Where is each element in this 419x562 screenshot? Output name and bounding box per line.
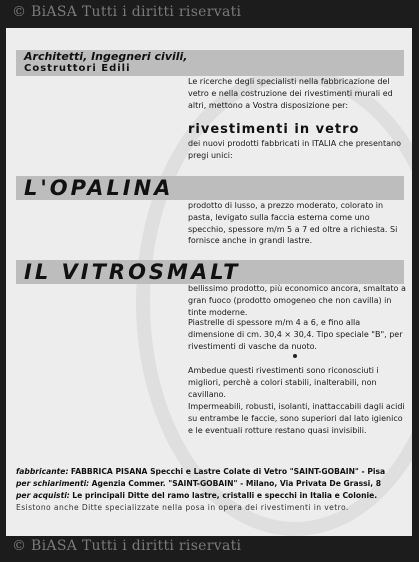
header-line1: Architetti, Ingegneri civili, bbox=[24, 50, 188, 63]
footer-chiar-label: per schiarimenti: bbox=[16, 479, 90, 488]
vitrosmalt-title: IL VITROSMALT bbox=[16, 260, 404, 284]
vitrosmalt-text2: Piastrelle di spessore m/m 4 a 6, e fino alla dimensione di cm. 30,4 × 30,4. Tipo speciale "B", per rivestimenti di vasche da nuoto. bbox=[188, 318, 403, 351]
footer bbox=[16, 466, 408, 514]
footer-fab-text: FABBRICA PISANA Specchi e Lastre Colate di Vetro "SAINT-GOBAIN" - Pisa bbox=[70, 467, 386, 476]
footer-schiarimenti bbox=[16, 478, 408, 490]
watermark-top: © BiASA Tutti i diritti riservati bbox=[12, 4, 242, 20]
footer-fabbricante bbox=[16, 466, 408, 478]
footer-acq-label: per acquisti: bbox=[16, 491, 70, 500]
watermark-bottom: © BiASA Tutti i diritti riservati bbox=[12, 538, 242, 554]
headline: rivestimenti in vetro bbox=[188, 122, 360, 137]
impermeabili-text: Impermeabili, robusti, isolanti, inattaccabili dagli acidi su entrambe le faccie, sono superiori dal lato igienico e le eventuali rotture restano quasi invisibili. bbox=[188, 402, 405, 435]
bullet-dot bbox=[293, 354, 297, 358]
footer-chiar-text: Agenzia Commer. "SAINT-GOBAIN" - Milano, Via Privata De Grassi, 8 bbox=[91, 479, 382, 488]
ambedue-text: Ambedue questi rivestimenti sono riconosciuti i migliori, perchè a colori stabili, inalterabili, non cavillano. bbox=[188, 366, 379, 399]
footer-posa: Esistono anche Ditte specializzate nella posa in opera dei rivestimenti in vetro. bbox=[16, 503, 349, 512]
footer-acq-text: Le principali Ditte del ramo lastre, cristalli e specchi in Italia e Colonie. bbox=[72, 491, 378, 500]
opalina-title: L'OPALINA bbox=[16, 176, 404, 200]
footer-fab-label: fabbricante: bbox=[16, 467, 69, 476]
advertisement-page bbox=[6, 28, 412, 536]
footer-acquisti bbox=[16, 490, 408, 502]
intro-text: Le ricerche degli specialisti nella fabbricazione del vetro e nella costruzione dei rivestimenti murali ed altri, mettono a Vostra disposizione per: bbox=[188, 77, 393, 110]
intro2-text: dei nuovi prodotti fabbricati in ITALIA che presentano pregi unici: bbox=[188, 139, 401, 160]
header-band bbox=[16, 50, 404, 76]
opalina-text: prodotto di lusso, a prezzo moderato, colorato in pasta, levigato sulla faccia esterna come uno specchio, spessore m/m 5 a 7 ed oltre a richiesta. Si fornisce anche in grandi lastre. bbox=[188, 201, 398, 246]
header-line2: Costruttori Edili bbox=[24, 63, 131, 74]
vitrosmalt-text: bellissimo prodotto, più economico ancora, smaltato a gran fuoco (prodotto omogeneo che non cavilla) in tinte moderne. bbox=[188, 284, 406, 317]
